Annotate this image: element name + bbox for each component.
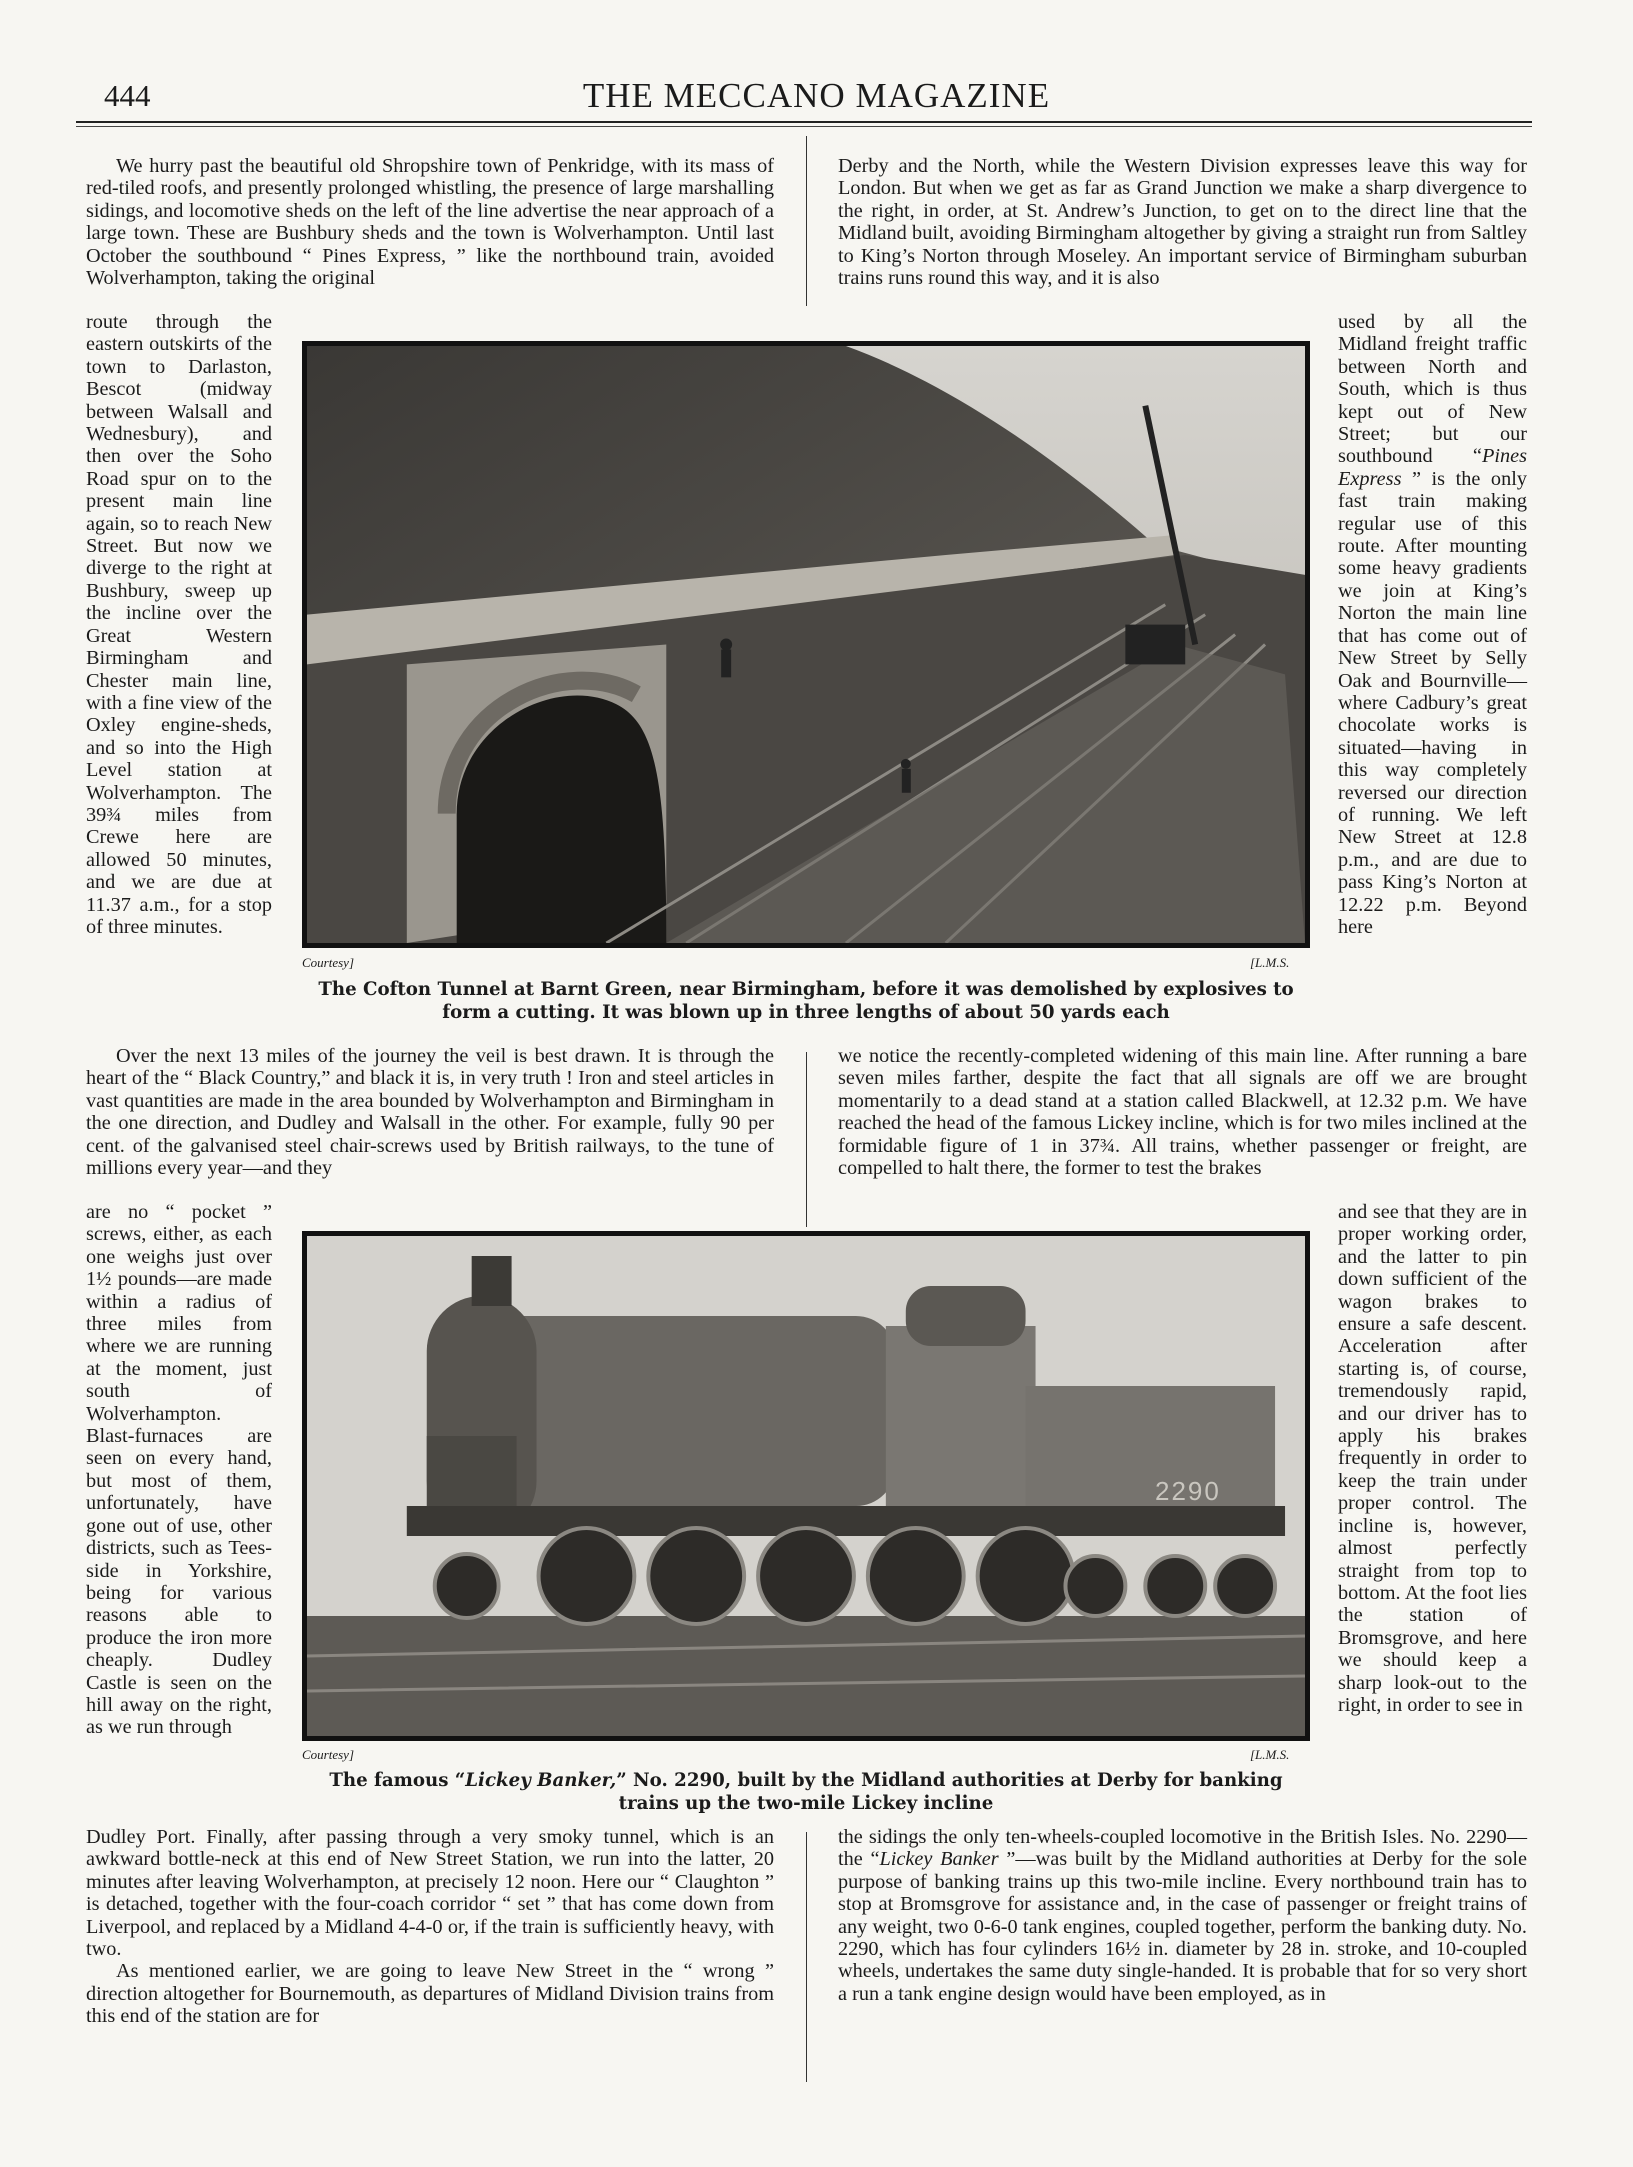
photo-credit-right: [L.M.S. — [1250, 1747, 1290, 1762]
column-divider — [806, 1832, 807, 2082]
column-divider — [806, 1052, 807, 1227]
header-rule — [76, 121, 1532, 123]
column-divider — [806, 136, 807, 306]
article-text-left-narrow-1: route through the eastern outskirts of the town to Darlaston, Bescot (midway between Walsall and Wednesbury), and then over the Soho Road spur on to the present main line again, so to reach New Street. But now we diverge to the right at Bushbury, sweep up the incline over the Great Western Birmingham and Chester main line, with a fine view of the Oxley engine-sheds, and so into the High Level station at Wolverhampton. The 39¾ miles from Crewe here are allowed 50 minutes, and we are due at 11.37 a.m., for a stop of three minutes. — [86, 311, 272, 938]
photo-credit-left: Courtesy] — [302, 1747, 354, 1762]
lickey-banker-photo — [302, 1231, 1310, 1741]
article-text-top-right: Derby and the North, while the Western Division expresses leave this way for London. But when we get as far as Grand Junction we make a sharp divergence to the right, in order, at St. Andrew’s Junction, to get on to the direct line that the Midland built, avoiding Birmingham altogether by giving a straight run from Saltley to King’s Norton through Moseley. An important service of Birmingham suburban trains runs round this way, and it is also — [838, 155, 1527, 290]
cofton-tunnel-photo — [302, 341, 1310, 948]
engine-number-label: 2290 — [1155, 1476, 1221, 1506]
article-text-left-narrow-2: are no “ pocket ” screws, either, as each one weighs just over 1½ pounds—are made within a radius of three miles from where we are running at the moment, just south of Wolverhampton. Blast-furnaces are seen on every hand, but most of them, unfortunately, have gone out of use, other districts, such as Tees-side in Yorkshire, being for various reasons able to produce the iron more cheaply. Dudley Castle is seen on the hill away on the right, as we run through — [86, 1201, 272, 1739]
article-text-mid-left: Over the next 13 miles of the journey the veil is best drawn. It is through the heart of the “ Black Country,” and black it is, in very truth ! Iron and steel articles in vast quantities are made in the area bounded by Wolverhampton and Birmingham in the one direction, and Dudley and Walsall in the other. For example, fully 90 per cent. of the galvanised steel chair-screws used by British railways, to the tune of millions every year—and they — [86, 1045, 774, 1180]
article-text-bottom-left: Dudley Port. Finally, after passing through a very smoky tunnel, which is an awkward bottle-neck at this end of New Street Station, we run into the latter, 20 minutes after leaving Wolverhampton, at precisely 12 noon. Here our “ Claughton ” is detached, together with the four-coach corridor “ set ” that has come down from Liverpool, and replaced by a Midland 4-4-0 or, if the train is sufficiently heavy, with two. As mentioned earlier, we are going to leave New Street in the “ wrong ” direction altogether for Bournemouth, as departures of Midland Division trains from this end of the station are for — [86, 1826, 774, 2028]
cofton-tunnel-caption: The Cofton Tunnel at Barnt Green, near Birmingham, before it was demolished by explosives to form a cutting. It was blown up in three lengths of about 50 yards each — [318, 979, 1294, 1023]
photo-credit-left: Courtesy] — [302, 955, 354, 970]
page-number: 444 — [104, 78, 151, 113]
lickey-banker-caption: The famous “Lickey Banker,” No. 2290, built by the Midland authorities at Derby for banking trains up the two-mile Lickey incline — [329, 1770, 1283, 1814]
article-text-right-narrow-2: and see that they are in proper working order, and the latter to pin down sufficient of the wagon brakes to ensure a safe descent. Acceleration after starting is, of course, tremendously rapid, and our driver has to apply his brakes frequently in order to keep the train under proper control. The incline is, however, almost perfectly straight from top to bottom. At the foot lies the station of Bromsgrove, and here we should keep a sharp look-out to the right, in order to see in — [1338, 1201, 1527, 1716]
photo-credit-right: [L.M.S. — [1250, 955, 1290, 970]
article-text-bottom-right: the sidings the only ten-wheels-coupled locomotive in the British Isles. No. 2290—the “Lickey Banker ”—was built by the Midland authorities at Derby for the sole purpose of banking trains up this two-mile incline. Every northbound train has to stop at Bromsgrove for assistance and, in the case of passenger or freight trains of any weight, two 0-6-0 tank engines, coupled together, perform the banking duty. No. 2290, which has four cylinders 16½ in. diameter by 28 in. stroke, and 10-coupled wheels, undertakes the same duty single-handed. It is probable that for so very short a run a tank engine design would have been employed, as in — [838, 1826, 1527, 2005]
magazine-title: THE MECCANO MAGAZINE — [582, 76, 1051, 115]
header-rule-thin — [76, 126, 1532, 127]
article-text-top-left: We hurry past the beautiful old Shropshire town of Penkridge, with its mass of red-tiled roofs, and presently prolonged whistling, the presence of large marshalling sidings, and locomotive sheds on the left of the line advertise the near approach of a large town. These are Bushbury sheds and the town is Wolverhampton. Until last October the southbound “ Pines Express, ” like the northbound train, avoided Wolverhampton, taking the original — [86, 155, 774, 290]
article-text-mid-right: we notice the recently-completed widening of this main line. After running a bare seven miles farther, despite the fact that all signals are off we are brought momentarily to a dead stand at a station called Blackwell, at 12.32 p.m. We have reached the head of the famous Lickey incline, which is for two miles inclined at the formidable figure of 1 in 37¾. All trains, whether passenger or freight, are compelled to halt there, the former to test the brakes — [838, 1045, 1527, 1180]
article-text-right-narrow-1: used by all the Midland freight traffic between North and South, which is thus kept out of New Street; but our southbound “Pines Express ” is the only fast train making regular use of this route. After mounting some heavy gradients we join at King’s Norton the main line that has come out of New Street by Selly Oak and Bournville—where Cadbury’s great chocolate works is situated—having in this way completely reversed our direction of running. We left New Street at 12.8 p.m., and are due to pass King’s Norton at 12.22 p.m. Beyond here — [1338, 311, 1527, 938]
